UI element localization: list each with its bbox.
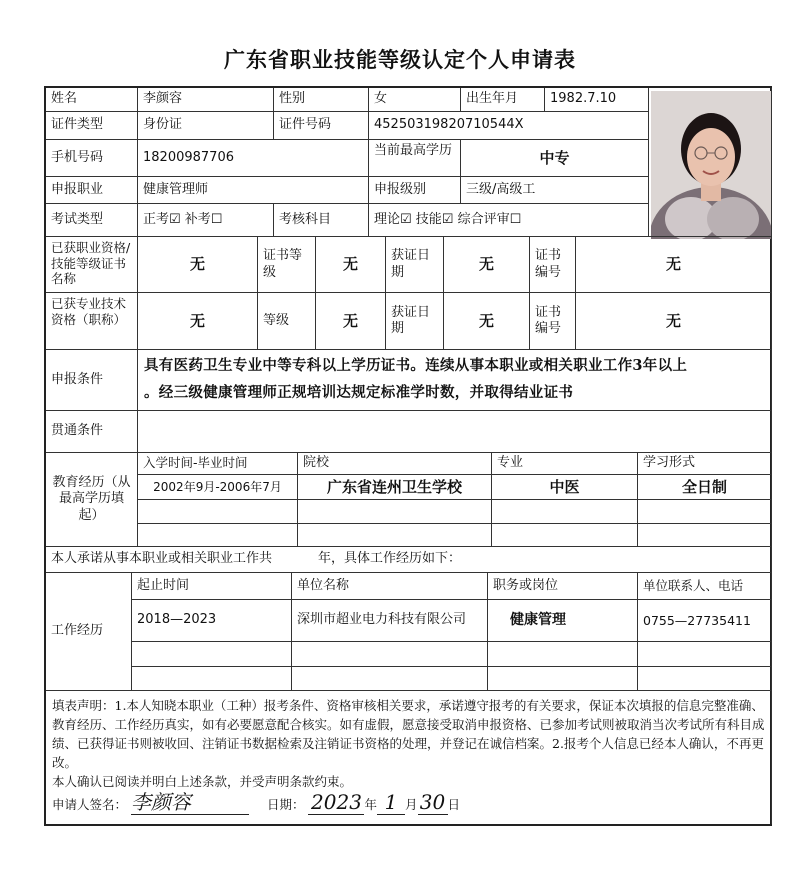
title-grade-label: 等级: [258, 293, 316, 350]
gender-value: 女: [369, 88, 461, 112]
birth-label: 出生年月: [461, 88, 545, 112]
signature: 李颜容: [131, 790, 191, 814]
id-number-label: 证件号码: [274, 112, 369, 140]
title-label: 已获专业技术资格（职称）: [46, 293, 138, 350]
signature-field: [131, 790, 249, 815]
through-label: 贯通条件: [46, 411, 138, 453]
work-row-empty: [488, 667, 638, 691]
birth-value: 1982.7.10: [545, 88, 649, 112]
level-value: 三级/高级工: [461, 177, 649, 204]
day-unit: 日: [447, 797, 461, 812]
exam-type-value: 正考☑ 补考☐: [138, 204, 274, 237]
qualification-no-label: 证书编号: [530, 237, 576, 293]
promise-text-2: 年，具体工作经历如下：: [318, 551, 462, 567]
title-name: 无: [138, 293, 258, 350]
promise-text-1: 本人承诺从事本职业或相关职业工作共: [51, 551, 273, 567]
qualification-no: 无: [576, 237, 772, 293]
work-row-empty: [292, 667, 488, 691]
date-day: 30: [419, 790, 446, 814]
work-row-empty: [638, 642, 772, 667]
job-label: 申报职业: [46, 177, 138, 204]
subject-label: 考核科目: [274, 204, 369, 237]
level-label: 申报级别: [369, 177, 461, 204]
work-time: 2018—2023: [132, 600, 292, 642]
work-header-unit: 单位名称: [292, 573, 488, 600]
name-value: 李颜容: [138, 88, 274, 112]
edu-header-major: 专业: [492, 453, 638, 475]
sign-label: 申请人签名：: [52, 797, 128, 812]
work-row-empty: [132, 642, 292, 667]
work-row-empty: [132, 667, 292, 691]
work-unit: 深圳市超业电力科技有限公司: [292, 600, 488, 642]
conditions-text: [138, 350, 772, 411]
edu-header-time: 入学时间-毕业时间: [138, 453, 298, 475]
title-date-label: 获证日期: [386, 293, 444, 350]
edu-row-empty: [638, 524, 772, 547]
form-title: 广东省职业技能等级认定个人申请表: [224, 47, 576, 72]
through-value: [138, 411, 772, 453]
title-grade: 无: [316, 293, 386, 350]
edu-header-school: 院校: [298, 453, 492, 475]
declaration-confirm: 本人确认已阅读并明白上述条款，并受声明条款约束。: [52, 774, 353, 789]
work-header-post: 职务或岗位: [488, 573, 638, 600]
title-date: 无: [444, 293, 530, 350]
qualification-grade-label: 证书等级: [258, 237, 316, 293]
job-value: 健康管理师: [138, 177, 369, 204]
work-header-time: 起止时间: [132, 573, 292, 600]
edu-row-empty: [638, 500, 772, 524]
education-level-value: 中专: [461, 140, 649, 177]
work-header-contact: 单位联系人、电话: [638, 573, 772, 600]
edu-row-empty: [492, 524, 638, 547]
education-level-label: 当前最高学历: [369, 140, 461, 177]
edu-row-empty: [138, 524, 298, 547]
qualification-grade: 无: [316, 237, 386, 293]
qualification-date-label: 获证日期: [386, 237, 444, 293]
application-form: [44, 86, 772, 826]
name-label: 姓名: [46, 88, 138, 112]
conditions-line-1: 具有医药卫生专业中等专科以上学历证书。连续从事本职业或相关职业工作3年以上: [144, 357, 688, 374]
date-year: 2023: [311, 790, 362, 814]
phone-label: 手机号码: [46, 140, 138, 177]
edu-header-form: 学习形式: [638, 453, 772, 475]
title-no-label: 证书编号: [530, 293, 576, 350]
edu-row-empty: [298, 524, 492, 547]
edu-row-empty: [298, 500, 492, 524]
work-contact: 0755—27735411: [638, 600, 772, 642]
date-label: 日期：: [266, 797, 305, 812]
date-month-field: [377, 790, 405, 815]
edu-form: 全日制: [638, 475, 772, 500]
signature-line: [52, 790, 765, 815]
edu-row-empty: [138, 500, 298, 524]
exam-type-label: 考试类型: [46, 204, 138, 237]
work-row-empty: [292, 642, 488, 667]
work-label: 工作经历: [46, 573, 132, 691]
id-number-value: 452503198207105​44X: [369, 112, 649, 140]
promise-row: [46, 547, 772, 573]
edu-school: 广东省连州卫生学校: [298, 475, 492, 500]
work-post: 健康管理: [488, 600, 638, 642]
title-no: 无: [576, 293, 772, 350]
phone-value: 18200987706: [138, 140, 369, 177]
gender-label: 性别: [274, 88, 369, 112]
year-unit: 年: [364, 797, 377, 812]
work-row-empty: [638, 667, 772, 691]
id-type-value: 身份证: [138, 112, 274, 140]
conditions-line-2: 。经三级健康管理师正规培训达规定标准学时数，并取得结业证书: [144, 384, 574, 401]
qualification-date: 无: [444, 237, 530, 293]
declaration: [46, 691, 772, 824]
edu-major: 中医: [492, 475, 638, 500]
education-label: 教育经历（从最高学历填起）: [46, 453, 138, 547]
qualification-name: 无: [138, 237, 258, 293]
edu-time: 2002年9月-2006年7月: [138, 475, 298, 500]
date-month: 1: [384, 790, 398, 814]
month-unit: 月: [404, 797, 418, 812]
declaration-text: 填表声明：1.本人知晓本职业（工种）报考条件、资格审核相关要求，承诺遵守报考的有关要求，保证本次填报的信息完整准确、教育经历、工作经历真实，如有必要愿意配合核实。如有虚假，愿意接受取消申报资格、已参加考试则被取消当次考试所有科目成绩、已获得证书则被收回、注销证书数据检索及注销证书资格的处理，并登记在诚信档案。2.报考个人信息已经本人确认，不再更改。: [52, 698, 765, 770]
subject-values: 理论☑ 技能☑ 综合评审☐: [369, 204, 649, 237]
edu-row-empty: [492, 500, 638, 524]
qualification-label: 已获职业资格/技能等级证书名称: [46, 237, 138, 293]
date-year-field: [308, 790, 364, 815]
work-row-empty: [488, 642, 638, 667]
conditions-label: 申报条件: [46, 350, 138, 411]
id-type-label: 证件类型: [46, 112, 138, 140]
photo-cell: [649, 88, 772, 237]
date-day-field: [418, 790, 448, 815]
